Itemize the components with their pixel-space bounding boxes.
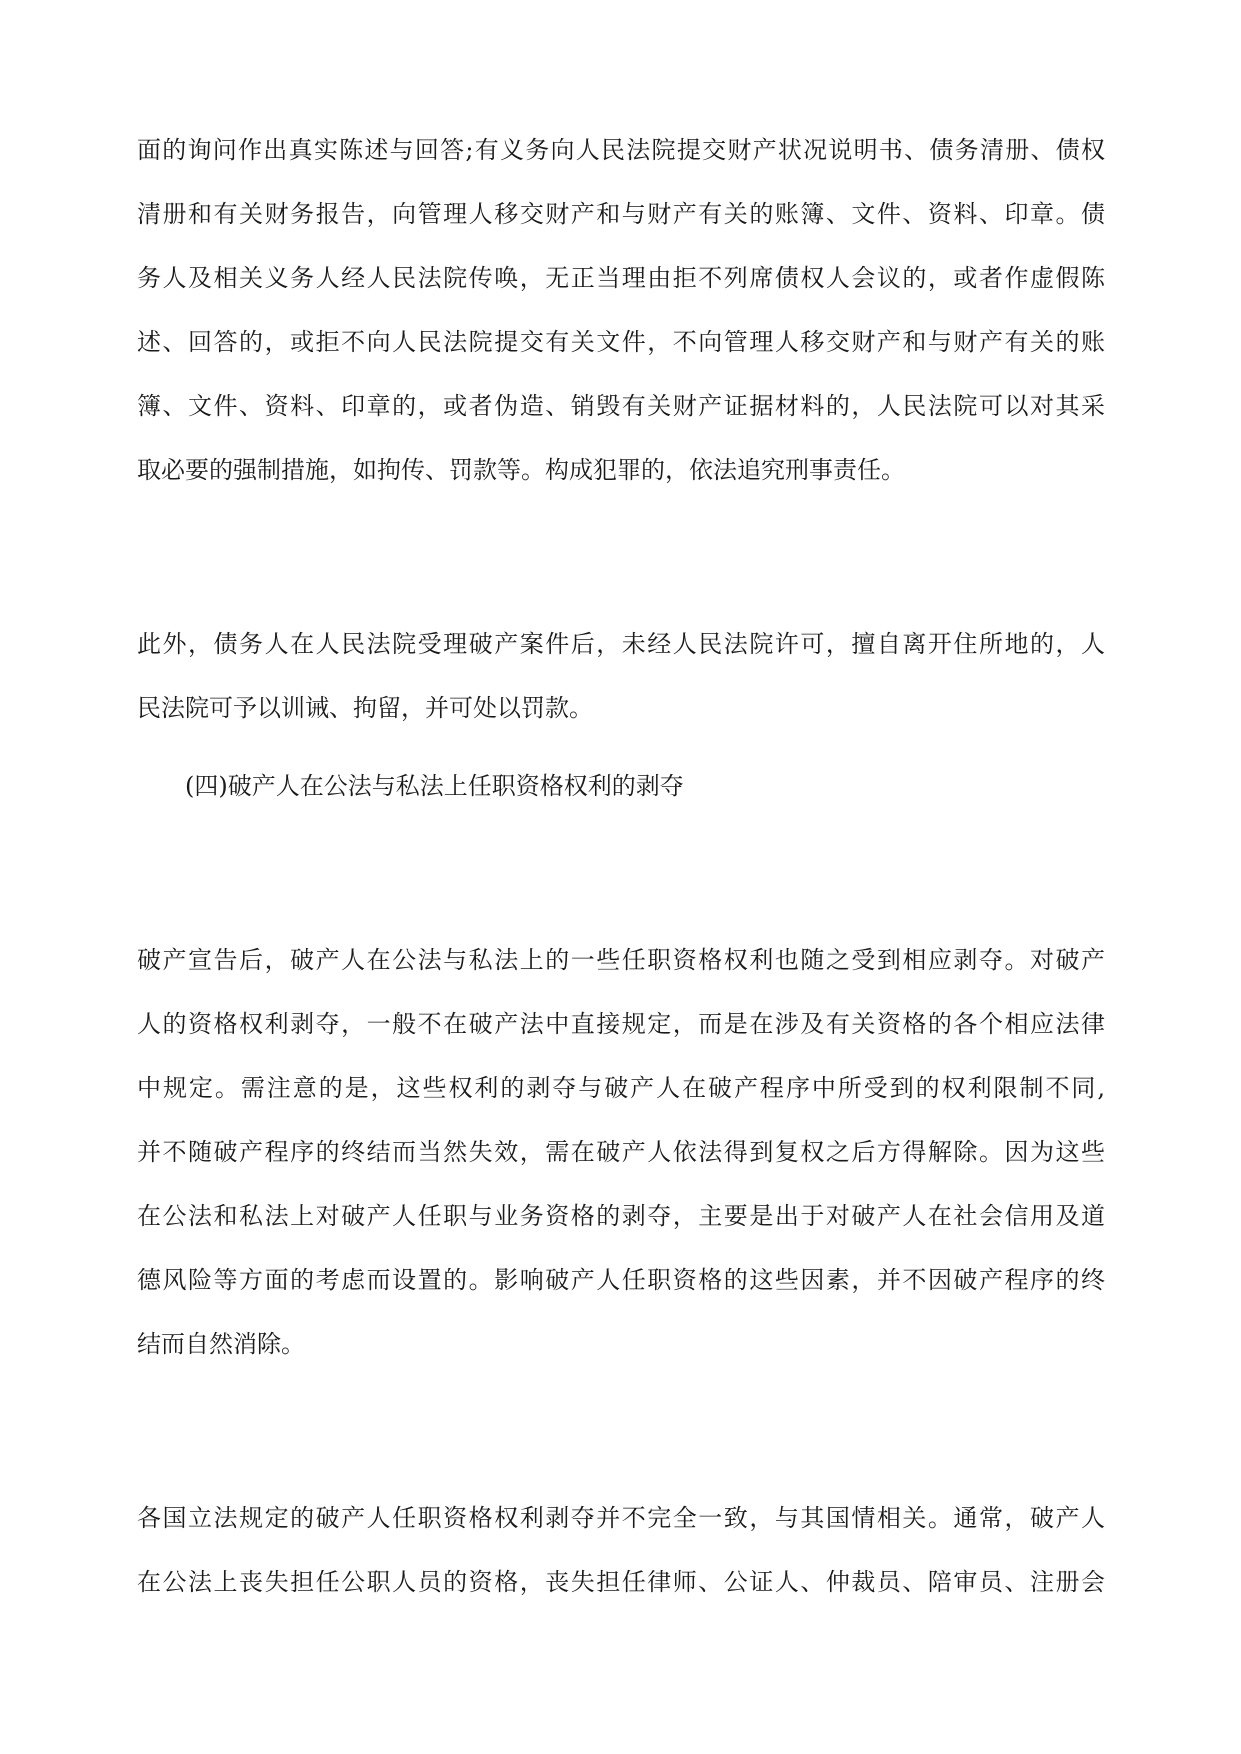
paragraph-1-line-5: 簿、文件、资料、印章的，或者伪造、销毁有关财产证据材料的，人民法院可以对其采 — [137, 392, 1105, 420]
paragraph-3-line-6: 德风险等方面的考虑而设置的。影响破产人任职资格的这些因素，并不因破产程序的终 — [137, 1266, 1105, 1294]
paragraph-3-line-5: 在公法和私法上对破产人任职与业务资格的剥夺，主要是出于对破产人在社会信用及道 — [137, 1202, 1105, 1230]
paragraph-1-line-4: 述、回答的，或拒不向人民法院提交有关文件，不向管理人移交财产和与财产有关的账 — [137, 328, 1105, 356]
paragraph-4-line-1: 各国立法规定的破产人任职资格权利剥夺并不完全一致，与其国情相关。通常，破产人 — [137, 1504, 1105, 1532]
paragraph-1-line-2: 清册和有关财务报告，向管理人移交财产和与财产有关的账簿、文件、资料、印章。债 — [137, 200, 1105, 228]
paragraph-2-line-2: 民法院可予以训诫、拘留，并可处以罚款。 — [137, 694, 593, 722]
paragraph-1-line-3: 务人及相关义务人经人民法院传唤，无正当理由拒不列席债权人会议的，或者作虚假陈 — [137, 264, 1105, 292]
paragraph-3-line-7: 结而自然消除。 — [137, 1330, 305, 1358]
paragraph-1-line-6: 取必要的强制措施，如拘传、罚款等。构成犯罪的，依法追究刑事责任。 — [137, 456, 905, 484]
section-heading: (四)破产人在公法与私法上任职资格权利的剥夺 — [185, 772, 684, 800]
paragraph-4-line-2: 在公法上丧失担任公职人员的资格，丧失担任律师、公证人、仲裁员、陪审员、注册会 — [137, 1568, 1105, 1596]
paragraph-3-line-1: 破产宣告后，破产人在公法与私法上的一些任职资格权利也随之受到相应剥夺。对破产 — [137, 946, 1105, 974]
paragraph-3-line-2: 人的资格权利剥夺，一般不在破产法中直接规定，而是在涉及有关资格的各个相应法律 — [137, 1010, 1105, 1038]
paragraph-2-line-1: 此外，债务人在人民法院受理破产案件后，未经人民法院许可，擅自离开住所地的，人 — [137, 630, 1105, 658]
paragraph-3-line-4: 并不随破产程序的终结而当然失效，需在破产人依法得到复权之后方得解除。因为这些 — [137, 1138, 1105, 1166]
paragraph-1-line-1: 面的询问作出真实陈述与回答;有义务向人民法院提交财产状况说明书、债务清册、债权 — [137, 136, 1105, 164]
paragraph-3-line-3: 中规定。需注意的是，这些权利的剥夺与破产人在破产程序中所受到的权利限制不同, — [137, 1074, 1105, 1102]
